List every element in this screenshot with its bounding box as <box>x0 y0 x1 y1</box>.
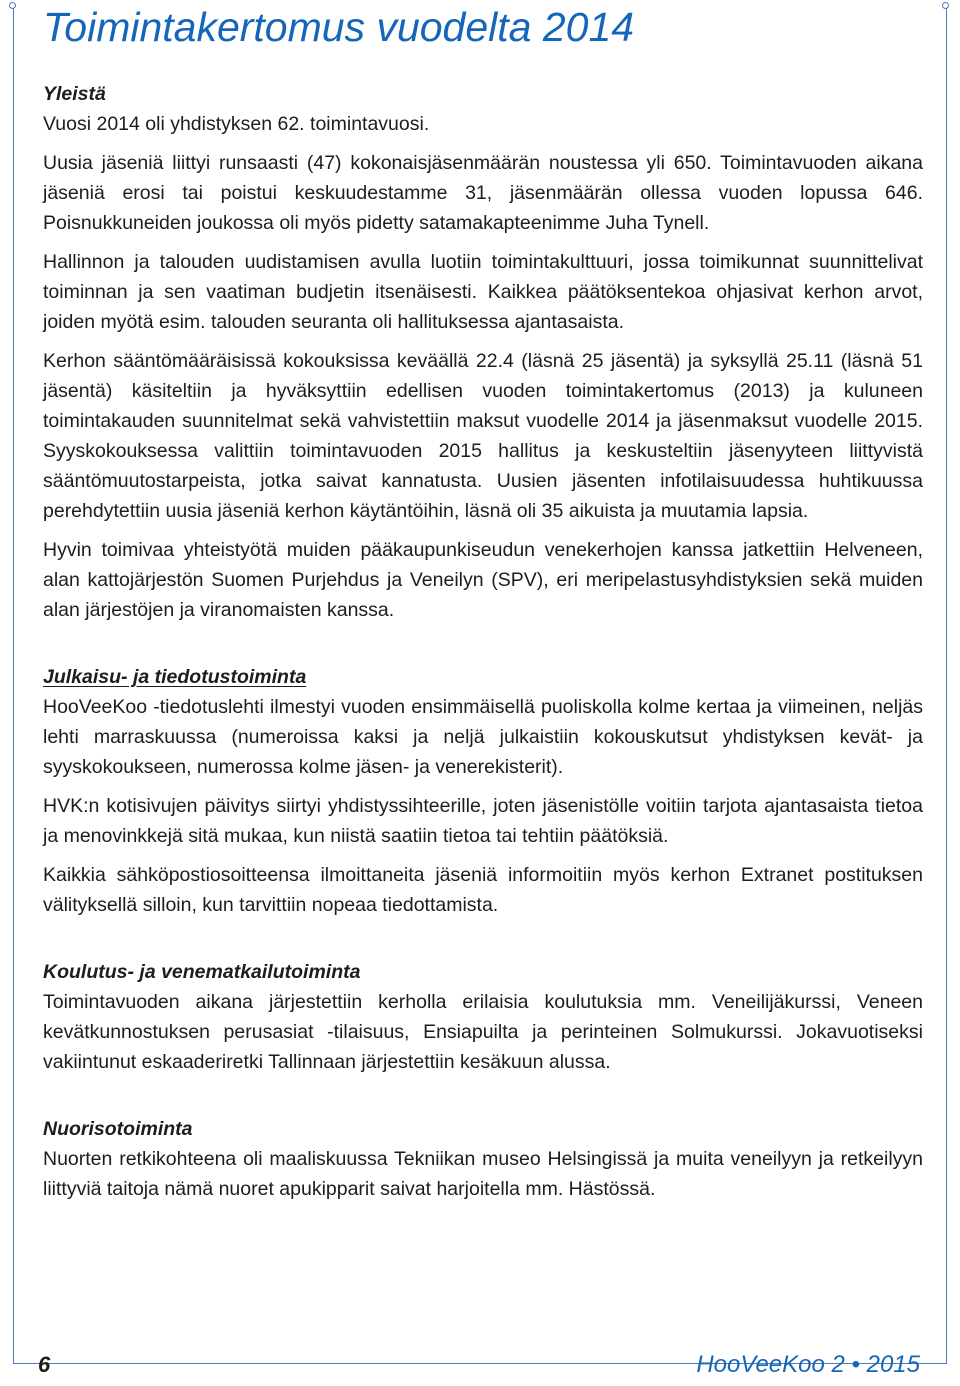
right-frame-line <box>946 6 947 1364</box>
frame-corner-dot <box>942 2 949 9</box>
paragraph: HooVeeKoo -tiedotuslehti ilmestyi vuoden ensimmäisellä puoliskolla kolme kertaa ja viimeinen, neljäs lehti marraskuussa (numeroissa kaksi ja neljä julkaistiin kokouskutsut yhdistyksen kevät- ja syyskokoukseen, numerossa kolme jäsen- ja venerekisterit). <box>43 696 923 778</box>
left-frame-line <box>13 6 14 1364</box>
section-heading: Yleistä <box>43 83 106 105</box>
frame-corner-dot <box>9 2 16 9</box>
page-number: 6 <box>38 1352 51 1377</box>
paragraph: Vuosi 2014 oli yhdistyksen 62. toimintavuosi. <box>43 113 430 135</box>
page-title: Toimintakertomus vuodelta 2014 <box>43 4 635 50</box>
paragraph: Kerhon sääntömääräisissä kokouksissa keväällä 22.4 (läsnä 25 jäsentä) ja syksyllä 25.11 (läsnä 51 jäsentä) käsiteltiin ja hyväksyttiin edellisen vuoden toimintakertomus (2013) ja kuluneen toimintakauden suunnitelmat sekä vahvistettiin maksut vuodelle 2014 ja jäsenmaksut vuodelle 2015. Syyskokouksessa valittiin toimintavuoden 2015 hallitus ja keskusteltiin jäsenyyteen liittyvistä sääntömuutostarpeista, jotka saivat kannatusta. Uusien jäsenten infotilaisuudessa huhtikuussa perehdytettiin uusia jäseniä kerhon käytäntöihin, läsnä oli 35 aikuista ja muutamia lapsia. <box>43 350 923 522</box>
paragraph: HVK:n kotisivujen päivitys siirtyi yhdistyssihteerille, joten jäsenistölle voitiin tarjota ajantasaista tietoa ja menovinkkejä sitä mukaa, kun niistä saatiin tietoa tai tehtiin päätöksiä. <box>43 795 923 847</box>
paragraph: Hallinnon ja talouden uudistamisen avulla luotiin toimintakulttuuri, jossa toimikunnat suunnittelivat toiminnan ja sen vaatiman budjetin itsenäisesti. Kaikkea päätöksentekoa ohjasivat kerhon arvot, joiden myötä esim. talouden seuranta oli hallituksessa ajantasaista. <box>43 251 923 333</box>
section-training <box>43 957 923 1077</box>
paragraph: Hyvin toimivaa yhteistyötä muiden pääkaupunkiseudun venekerhojen kanssa jatkettiin Helveneen, alan kattojärjestön Suomen Purjehdus ja Veneilyn (SPV), eri meripelastusyhdistyksien sekä muiden alan järjestöjen ja viranomaisten kanssa. <box>43 539 923 621</box>
paragraph: Nuorten retkikohteena oli maaliskuussa Tekniikan museo Helsingissä ja muita veneilyyn ja retkeilyyn liittyviä taitoja nämä nuoret apukipparit saivat harjoitella mm. Hästössä. <box>43 1148 923 1200</box>
section-youth <box>43 1114 923 1204</box>
section-publications <box>43 662 923 920</box>
paragraph: Uusia jäseniä liittyi runsaasti (47) kokonaisjäsenmäärän noustessa yli 650. Toimintavuoden aikana jäseniä erosi tai poistui keskuudestamme 31, jäsenmäärän ollessa vuoden lopussa 646. Poisnukkuneiden joukossa oli myös pidetty satamakapteenimme Juha Tynell. <box>43 152 923 234</box>
section-heading: Julkaisu- ja tiedotustoiminta <box>43 666 307 688</box>
journal-issue: HooVeeKoo 2 • 2015 <box>696 1351 920 1378</box>
page-content <box>43 0 923 1213</box>
paragraph: Kaikkia sähköpostiosoitteensa ilmoittaneita jäseniä informoitiin myös kerhon Extranet postituksen välityksellä silloin, kun tarvittiin nopeaa tiedottamista. <box>43 864 923 916</box>
section-general <box>43 79 923 625</box>
paragraph: Toimintavuoden aikana järjestettiin kerholla erilaisia koulutuksia mm. Veneilijäkurssi, Veneen kevätkunnostuksen perusasiat -tilaisuus, Ensiapuilta ja perinteinen Solmukurssi. Jokavuotiseksi vakiintunut eskaaderiretki Tallinnaan järjestettiin kesäkuun alussa. <box>43 991 923 1073</box>
section-heading: Koulutus- ja venematkailutoiminta <box>43 961 361 983</box>
section-heading: Nuorisotoiminta <box>43 1118 193 1140</box>
